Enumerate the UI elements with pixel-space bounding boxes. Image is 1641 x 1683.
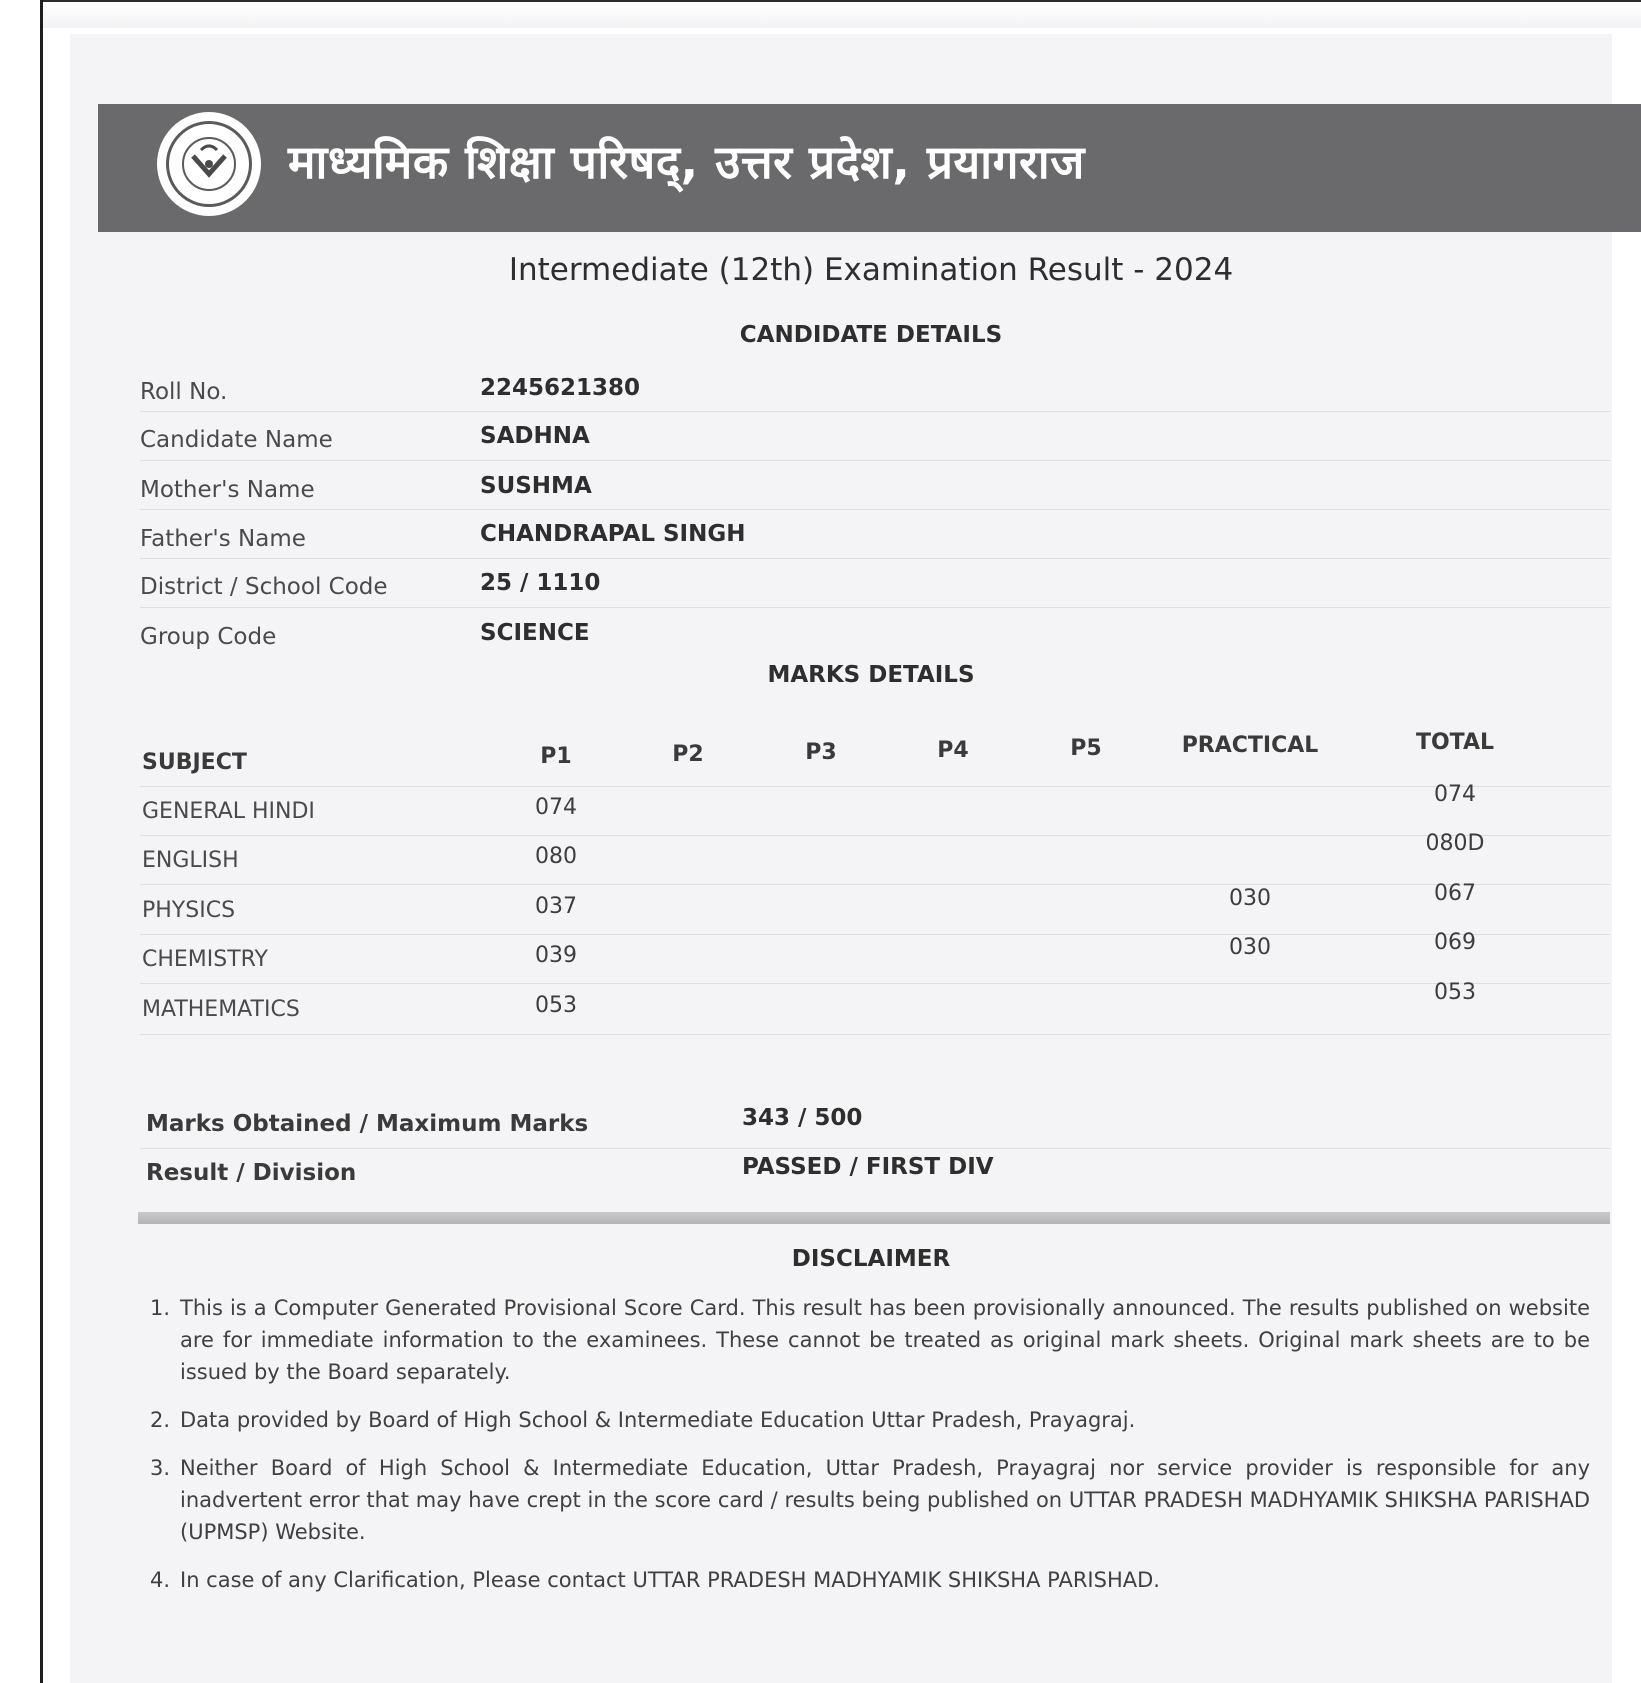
mothers-name-value: SUSHMA: [480, 473, 592, 499]
table-cell-total: 067: [1434, 881, 1476, 906]
mothers-name-label: Mother's Name: [140, 477, 315, 503]
group-code-label: Group Code: [140, 624, 277, 650]
fathers-name-label: Father's Name: [140, 526, 306, 552]
table-cell-p1: 074: [535, 795, 577, 820]
col-p1: P1: [540, 744, 572, 769]
table-row-subject: GENERAL HINDI: [142, 799, 315, 824]
row-divider: [140, 1148, 1610, 1149]
table-cell-p1: 080: [535, 844, 577, 869]
table-cell-total: 069: [1434, 930, 1476, 955]
district-school-code-label: District / School Code: [140, 574, 388, 600]
scan-left-edge: [40, 0, 43, 1683]
candidate-name-label: Candidate Name: [140, 427, 333, 453]
scan-top-edge: [40, 0, 1641, 28]
disclaimer-item: 3. Neither Board of High School & Intermediate Education, Uttar Pradesh, Prayagraj nor service provider is responsible for any inadvertent error that may have crept in the score card / results being published on UTTAR PRADESH MADHYAMIK SHIKSHA PARISHAD (UPMSP) Website.: [150, 1456, 1590, 1544]
col-p5: P5: [1070, 736, 1102, 761]
table-cell-practical: 030: [1229, 886, 1271, 911]
col-practical: PRACTICAL: [1181, 733, 1319, 758]
result-sheet: [70, 34, 1612, 1683]
table-cell-p1: 037: [535, 894, 577, 919]
row-divider: [140, 411, 1610, 412]
section-separator: [138, 1212, 1610, 1224]
table-cell-total: 053: [1434, 980, 1476, 1005]
row-divider: [140, 558, 1610, 559]
candidate-name-value: SADHNA: [480, 423, 590, 449]
table-cell-total: 080D: [1425, 831, 1485, 856]
candidate-details-heading: CANDIDATE DETAILS: [739, 322, 1003, 348]
marks-details-heading: MARKS DETAILS: [767, 662, 975, 688]
roll-no-label: Roll No.: [140, 379, 228, 405]
group-code-value: SCIENCE: [480, 620, 590, 646]
table-row-subject: MATHEMATICS: [142, 997, 300, 1022]
result-division-value: PASSED / FIRST DIV: [742, 1154, 994, 1180]
row-divider: [140, 607, 1610, 608]
row-divider: [140, 509, 1610, 510]
col-p4: P4: [937, 738, 969, 763]
table-cell-p1: 053: [535, 993, 577, 1018]
col-p2: P2: [672, 742, 704, 767]
col-p3: P3: [805, 740, 837, 765]
table-cell-total: 074: [1434, 782, 1476, 807]
roll-no-value: 2245621380: [480, 375, 641, 401]
marks-obtained-value: 343 / 500: [742, 1105, 863, 1131]
board-name-hindi: माध्यमिक शिक्षा परिषद्, उत्तर प्रदेश, प्रयागराज: [288, 135, 1085, 189]
exam-title: Intermediate (12th) Examination Result - 2024: [508, 252, 1234, 288]
marks-obtained-label: Marks Obtained / Maximum Marks: [146, 1111, 589, 1137]
disclaimer-item: 1. This is a Computer Generated Provisional Score Card. This result has been provisionally announced. The results published on website are for immediate information to the examinees. These cannot be treated as original mark sheets. Original mark sheets are to be issued by the Board separately.: [150, 1296, 1590, 1384]
row-divider: [140, 884, 1610, 885]
result-division-label: Result / Division: [146, 1160, 357, 1186]
row-divider: [140, 983, 1610, 984]
col-subject: SUBJECT: [142, 750, 247, 775]
disclaimer-list: [150, 1292, 1590, 1612]
table-row-subject: ENGLISH: [142, 848, 239, 873]
col-total: TOTAL: [1415, 730, 1495, 755]
fathers-name-value: CHANDRAPAL SINGH: [480, 521, 746, 547]
disclaimer-heading: DISCLAIMER: [791, 1246, 951, 1272]
disclaimer-item: 4. In case of any Clarification, Please contact UTTAR PRADESH MADHYAMIK SHIKSHA PARISHAD.: [150, 1568, 1160, 1592]
disclaimer-item: 2. Data provided by Board of High School & Intermediate Education Uttar Pradesh, Prayagraj.: [150, 1408, 1136, 1432]
row-divider: [140, 934, 1610, 935]
district-school-code-value: 25 / 1110: [480, 570, 601, 596]
row-divider: [140, 1034, 1610, 1035]
table-cell-p1: 039: [535, 943, 577, 968]
table-row-subject: CHEMISTRY: [142, 947, 268, 972]
row-divider: [140, 786, 1610, 787]
table-cell-practical: 030: [1229, 935, 1271, 960]
row-divider: [140, 835, 1610, 836]
table-row-subject: PHYSICS: [142, 898, 236, 923]
row-divider: [140, 460, 1610, 461]
upmsp-emblem-icon: [157, 112, 261, 216]
